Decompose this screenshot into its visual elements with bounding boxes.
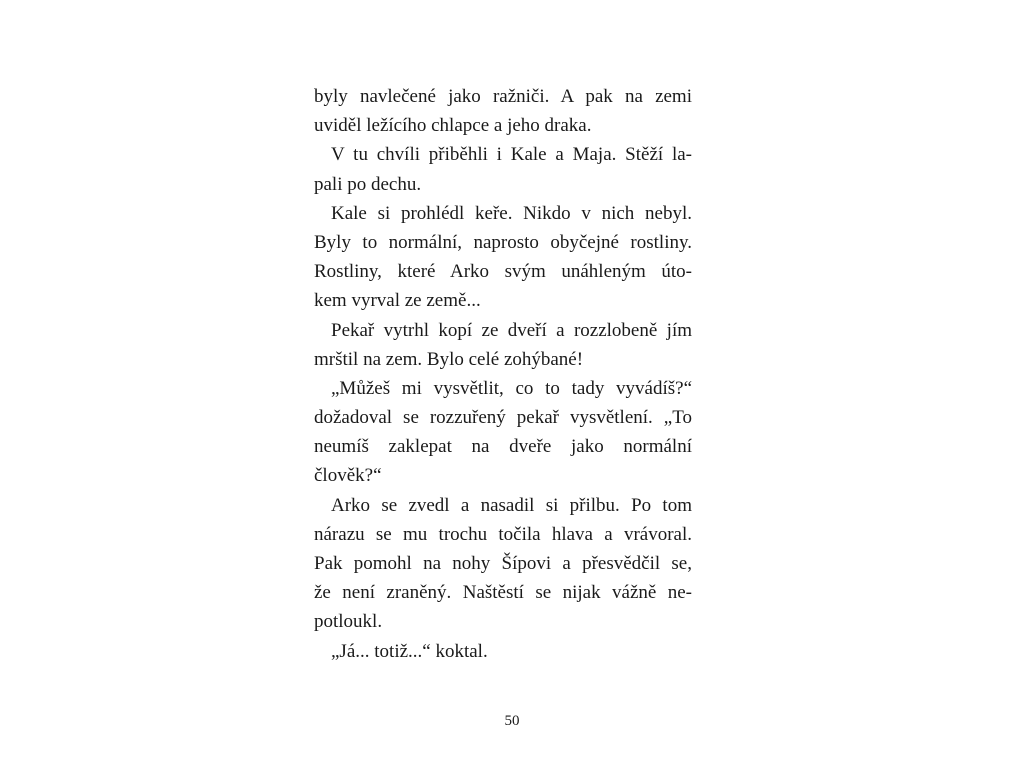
text-line: Pekař vytrhl kopí ze dveří a rozzlobeně jím: [331, 319, 692, 341]
body-text: [314, 82, 692, 666]
text-line: nárazu se mu trochu točila hlava a vrávoral.: [314, 523, 692, 545]
text-line: Byly to normální, naprosto obyčejné rostliny.: [314, 231, 692, 253]
text-line: uviděl ležícího chlapce a jeho draka.: [314, 115, 592, 137]
text-line: Kale si prohlédl keře. Nikdo v nich nebyl.: [331, 202, 692, 224]
text-line: že není zraněný. Naštěstí se nijak vážně ne-: [314, 582, 692, 604]
text-line: pali po dechu.: [314, 173, 422, 195]
text-line: „Já... totiž...“ koktal.: [331, 640, 488, 662]
text-line: potloukl.: [314, 611, 383, 633]
text-line: kem vyrval ze země...: [314, 290, 481, 312]
text-line: Rostliny, které Arko svým unáhleným úto-: [314, 261, 692, 283]
text-line: člověk?“: [314, 465, 382, 487]
text-line: byly navlečené jako ražniči. A pak na zemi: [314, 86, 692, 107]
text-line: dožadoval se rozzuřený pekař vysvětlení. „To: [314, 407, 692, 429]
text-line: mrštil na zem. Bylo celé zohýbané!: [314, 348, 584, 370]
text-line: neumíš zaklepat na dveře jako normální: [314, 436, 692, 458]
page-number: 50: [504, 713, 520, 729]
text-line: Arko se zvedl a nasadil si přilbu. Po tom: [331, 494, 692, 516]
text-line: „Můžeš mi vysvětlit, co to tady vyvádíš?“: [331, 377, 692, 399]
text-line: Pak pomohl na nohy Šípovi a přesvědčil se,: [314, 553, 692, 574]
text-line: V tu chvíli přiběhli i Kale a Maja. Stěží la-: [331, 144, 692, 166]
